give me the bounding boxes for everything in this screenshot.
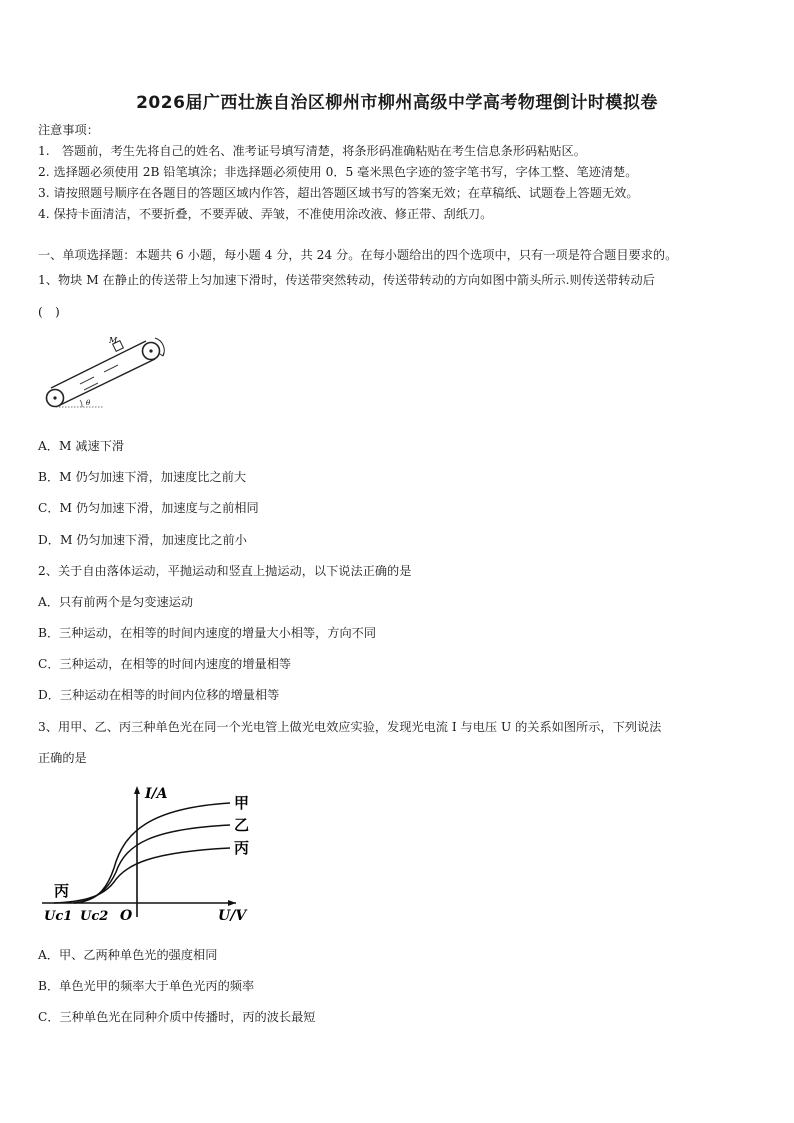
q1-stem: 1、物块 M 在静止的传送带上匀加速下滑时，传送带突然转动，传送带转动的方向如图中箭头所示.则传送带转动后 bbox=[38, 273, 655, 287]
q3-option-c: C．三种单色光在同种介质中传播时，丙的波长最短 bbox=[38, 1010, 316, 1024]
q2-option-c: C．三种运动，在相等的时间内速度的增量相等 bbox=[38, 657, 292, 671]
notice-heading: 注意事项： bbox=[38, 123, 99, 137]
q1-option-b: B．M 仍匀加速下滑，加速度比之前大 bbox=[38, 470, 247, 484]
x-axis-label: U/V bbox=[218, 908, 247, 924]
curve-yi-label: 乙 bbox=[234, 816, 250, 834]
page-title: 2026届广西壮族自治区柳州市柳州高级中学高考物理倒计时模拟卷 bbox=[136, 93, 658, 113]
q1-option-c: C．M 仍匀加速下滑，加速度与之前相同 bbox=[38, 501, 259, 515]
q2-option-a: A．只有前两个是匀变速运动 bbox=[38, 595, 194, 609]
q2-option-d: D．三种运动在相等的时间内位移的增量相等 bbox=[38, 688, 280, 702]
q1-option-d: D．M 仍匀加速下滑，加速度比之前小 bbox=[38, 533, 247, 547]
mass-label: M bbox=[109, 336, 118, 345]
q2-option-b: B．三种运动，在相等的时间内速度的增量大小相等，方向不同 bbox=[38, 626, 377, 640]
notice-item-2: 2. 选择题必须使用 2B 铅笔填涂；非选择题必须使用 0．5 毫米黑色字迹的签字笔书写，字体工整、笔迹清楚。 bbox=[38, 165, 638, 179]
section-header: 一、单项选择题：本题共 6 小题，每小题 4 分，共 24 分。在每小题给出的四个选项中，只有一项是符合题目要求的。 bbox=[38, 248, 678, 262]
origin-label: O bbox=[120, 908, 133, 924]
notice-item-1: 1. 答题前，考生先将自己的姓名、准考证号填写清楚，将条形码准确粘贴在考生信息条形码粘贴区。 bbox=[38, 144, 586, 158]
q3-option-a: A．甲、乙两种单色光的强度相同 bbox=[38, 948, 218, 962]
uc1-label: Uc1 bbox=[44, 909, 73, 924]
q3-stem-line1: 3、用甲、乙、丙三种单色光在同一个光电管上做光电效应实验，发现光电流 I 与电压 U 的关系如图所示，下列说法 bbox=[38, 720, 662, 734]
photoelectric-iv-figure bbox=[40, 782, 262, 927]
angle-label: θ bbox=[86, 399, 91, 407]
q1-option-a: A．M 减速下滑 bbox=[38, 439, 125, 453]
curve-jia-label: 甲 bbox=[234, 794, 250, 812]
q2-stem: 2、关于自由落体运动，平抛运动和竖直上抛运动，以下说法正确的是 bbox=[38, 564, 412, 578]
notice-item-3: 3. 请按照题号顺序在各题目的答题区域内作答，超出答题区域书写的答案无效；在草稿纸、试题卷上答题无效。 bbox=[38, 186, 639, 200]
notice-item-4: 4. 保持卡面清洁，不要折叠，不要弄破、弄皱，不准使用涂改液、修正带、刮纸刀。 bbox=[38, 207, 493, 221]
conveyor-belt-figure bbox=[42, 332, 168, 414]
q3-option-b: B．单色光甲的频率大于单色光丙的频率 bbox=[38, 979, 255, 993]
curve-bing-left-label: 丙 bbox=[54, 882, 70, 900]
q1-bracket: ( ) bbox=[38, 305, 60, 319]
uc2-label: Uc2 bbox=[80, 909, 109, 924]
q3-stem-line2: 正确的是 bbox=[38, 751, 87, 765]
y-axis-label: I/A bbox=[145, 786, 168, 802]
curve-bing-label: 丙 bbox=[234, 839, 250, 857]
